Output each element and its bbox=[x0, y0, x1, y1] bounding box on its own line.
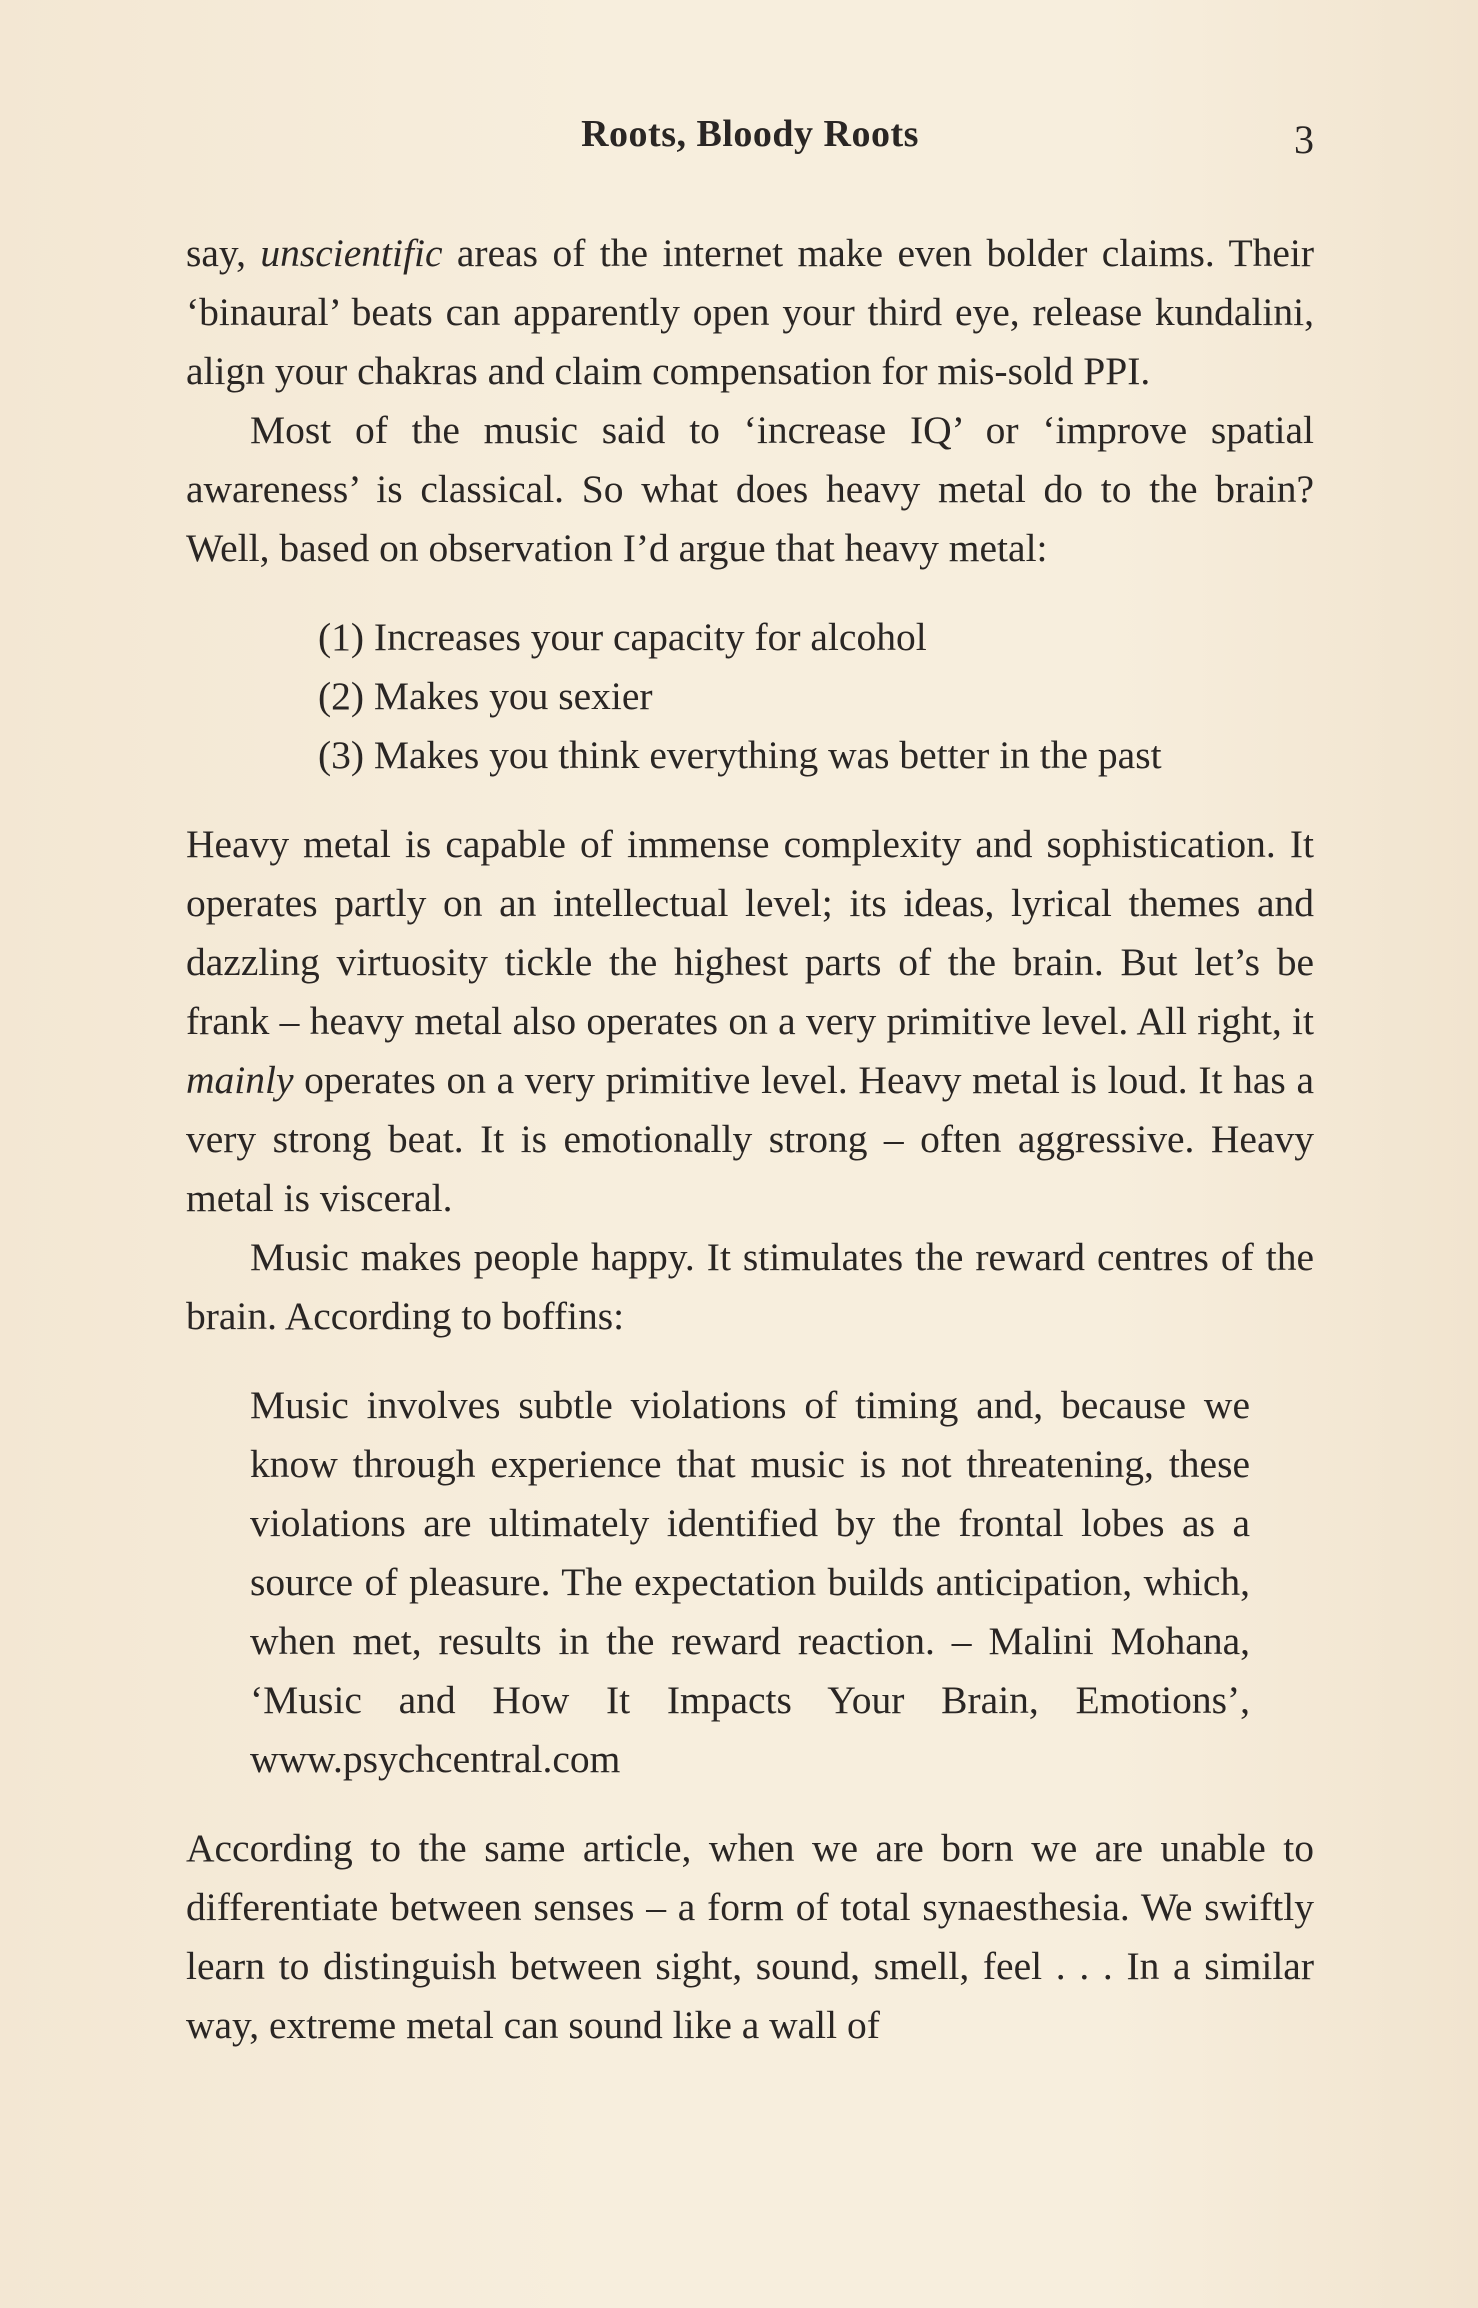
list-item: (2) Makes you sexier bbox=[318, 674, 653, 718]
paragraph-4: Music makes people happy. It stimulates the reward centres of the brain. According to boffins: bbox=[186, 1235, 1314, 1338]
paragraph-1 bbox=[186, 224, 1314, 401]
paragraph-3-rest: operates on a very primitive level. Heavy metal is loud. It has a very strong beat. It is emotionally strong – often aggressive. Heavy metal is visceral. bbox=[186, 1058, 1314, 1220]
running-head: Roots, Bloody Roots bbox=[581, 113, 919, 155]
paragraph-1-start: say, bbox=[186, 231, 261, 275]
emphasis-mainly: mainly bbox=[186, 1058, 294, 1102]
paragraph-3 bbox=[186, 815, 1314, 1228]
page-header bbox=[186, 108, 1314, 168]
paragraph-2: Most of the music said to ‘increase IQ’ or ‘improve spatial awareness’ is classical. So what does heavy metal do to the brain? Well, based on observation I’d argue that heavy metal: bbox=[186, 408, 1314, 570]
paragraph-5: According to the same article, when we are born we are unable to differentiate between senses – a form of total synaesthesia. We swiftly learn to distinguish between sight, sound, smell, feel . . . In a similar way, extreme metal can sound like a wall of bbox=[186, 1826, 1314, 2047]
numbered-list bbox=[186, 608, 1314, 785]
paragraph-1-rest: areas of the internet make even bolder claims. Their ‘binaural’ beats can apparently open your third eye, release kundalini, align your chakras and claim compensation for mis-sold PPI. bbox=[186, 231, 1314, 393]
list-item: (1) Increases your capacity for alcohol bbox=[318, 615, 927, 659]
emphasis-unscientific: unscientific bbox=[260, 231, 443, 275]
list-item: (3) Makes you think everything was better in the past bbox=[318, 733, 1162, 777]
page-body bbox=[186, 224, 1314, 2055]
page-number: 3 bbox=[1294, 117, 1314, 162]
paragraph-3-start: Heavy metal is capable of immense complexity and sophistication. It operates partly on an intellectual level; its ideas, lyrical themes and dazzling virtuosity tickle the highest parts of the brain. But let’s be frank – heavy metal also operates on a very primitive level. All right, it bbox=[186, 822, 1314, 1043]
block-quote bbox=[250, 1376, 1250, 1789]
quote-text: Music involves subtle violations of timing and, because we know through experience that music is not threatening, these violations are ultimately identified by the frontal lobes as a source of pleasure. The expectation builds anticipation, which, when met, results in the reward reaction. – Malini Mohana, ‘Music and How It Impacts Your Brain, Emotions’, www.psychcentral.com bbox=[250, 1383, 1250, 1781]
